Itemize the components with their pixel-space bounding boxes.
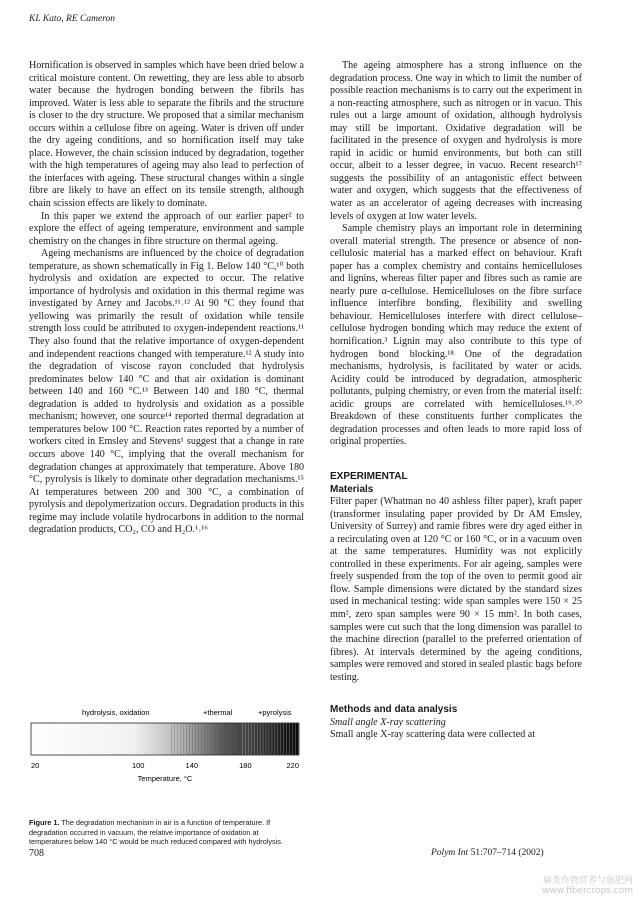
tick-label: 180	[239, 761, 252, 770]
right-column	[330, 60, 582, 742]
tick-label: 100	[131, 761, 145, 770]
region-label: hydrolysis, oxidation	[82, 708, 150, 717]
gradient-bar	[31, 723, 299, 755]
running-head: KL Kato, RE Cameron	[29, 14, 116, 24]
citation-text: 51:707–714 (2002)	[470, 848, 544, 858]
axis-label: Temperature, °C	[137, 774, 193, 783]
tick-label: 220	[286, 761, 299, 770]
left-column	[29, 60, 304, 537]
paragraph: Hornification is observed in samples which have been dried below a critical moisture content. On rewetting, they are less able to absorb water because the hydrogen bonding between the fibrils has improved. Water is less able to separate the fibrils and the structure is closer to the dry structure. We proposed that a similar mechanism occurs within a cellulose fibre on ageing. Water is driven off under the dry ageing conditions, and so hornification itself may take place. However, the chain scission induced by degradation, together with the high temperatures of ageing may also lead to perfection of the interfaces with ageing. These structural changes within a single fibre are likely to have an effect on its tensile strength, although chain scission effects are likely to dominate.	[29, 60, 304, 210]
paragraph: In this paper we extend the approach of our earlier paper² to explore the effect of ageing temperature, environment and sample chemistry on the changes in fibre structure on thermal ageing.	[29, 210, 304, 247]
caption-text: The degradation mechanism in air is a function of temperature. If degradation occurred in vacuum, the relative importance of oxidation at temperatures below 140 °C would be much reduced compared with hydrolysis.	[29, 818, 283, 846]
paragraph: Small angle X-ray scattering data were collected at	[330, 729, 536, 741]
region-label: +pyrolysis	[258, 708, 292, 717]
subsection-heading: Materials	[330, 483, 374, 495]
paragraph: Ageing mechanisms are influenced by the choice of degradation temperature, as shown schematically in Fig 1. Below 140 °C,¹⁰ both hydrolysis and oxidation are expected to occur. The relative importance of hydrolysis and oxidation in this thermal regime was investigated by Arney and Jacobs.¹¹˒¹² At 90 °C they found that yellowing was primarily the result of oxidation while tensile strength loss could be attributed to oxygen-independent reactions.¹¹ They also found that the relative importance of oxygen-dependent and independent reactions changed with temperature.¹² A study into the degradation of viscose rayon concluded that hydrolysis predominates below 140 °C and that air oxidation is dominant between 140 and 160 °C.¹³ Between 140 and 180 °C, thermal degradation is added to hydrolysis and oxidation as a possible mechanism; however, one source¹⁴ reported thermal degradation at temperatures below 100 °C. Reaction rates reported by a number of workers cited in Emsley and Stevens¹ suggest that a change in rate occurs above 140 °C, implying that the overall mechanism for degradation changes at approximately that temperature. Above 180 °C, pyrolysis is likely to dominate other degradation mechanisms.¹⁵ At temperatures between 200 and 300 °C, a combination of pyrolysis and depolymerization occurs. Degradation products in this regime may include volatile hydrocarbons in addition to the normal degradation products, CO₂, CO and H₂O.¹˒¹⁶	[29, 248, 304, 536]
figure-caption	[29, 818, 297, 847]
paragraph: Sample chemistry plays an important role in determining overall material strength. The presence or absence of non-cellulosic material has a marked effect on behaviour. Kraft paper has a complex chemistry and contains hemicelluloses and lignins, whereas filter paper and fibres such as ramie are nearly pure α-cellulose. Hemicelluloses on the fibre surface influence interfibre bonding, flexibility and swelling behaviour. Hemicelluloses interfere with direct cellulose–cellulose hydrogen bonding which may reduce the extent of hornification.³ Lignin may also contribute to this type of hydrogen bond blocking.¹⁸ One of the degradation mechanisms, hydrolysis, is facilitated by water or acids. Acidity could be introduced by degradation, atmospheric pollutants, pulping chemistry, or even from the material itself: acidic groups are correlated with hemicelluloses.¹⁹˒²⁰ Breakdown of these constituents further complicates the degradation processes and often leads to more rapid loss of original properties.	[330, 223, 582, 448]
paragraph: The ageing atmosphere has a strong influence on the degradation process. One way in which to limit the number of possible reaction mechanisms is to carry out the experiment in a non-reacting atmosphere, such as nitrogen or in vacuo. This rules out a large amount of oxidation, although hydrolysis may still be important. Oxidative degradation will be facilitated in the presence of oxygen and hydrolysis is more rapid in acidic or humid environments, but both can still occur, albeit to a lesser degree, in vacuo. Recent research¹⁷ suggests the possibility of an antagonistic effect between water and oxygen, which suggests that the effectiveness of water as an accelerator of ageing decreases with increasing levels of oxygen at low water levels.	[330, 60, 582, 222]
caption-label: Figure 1.	[29, 818, 60, 827]
tick-label: 20	[31, 761, 40, 770]
watermark-line: www.fibercrops.com	[542, 886, 633, 896]
page-number: 708	[29, 848, 44, 859]
watermark	[505, 876, 633, 896]
tick-label: 140	[185, 761, 199, 770]
section-heading: EXPERIMENTAL	[330, 470, 408, 482]
paragraph: Filter paper (Whatman no 40 ashless filter paper), kraft paper (transformer insulating paper provided by Dr AM Emsley, University of Surrey) and ramie fibres were dry aged either in a recirculating oven at 120 °C or 160 °C, or in a vacuum oven at the same temperatures. Humidity was not explicitly controlled in these experiments. For air ageing, samples were freely suspended from the top of the oven to permit good air flow. Sample dimensions were dictated by the standard sizes used in mechanical testing: wide span samples were 150 × 25 mm², zero span samples were 90 × 15 mm². In both cases, samples were cut such that the long dimension was parallel to the machine direction (parallel to the preferred orientation of fibres). At intervals determined by the ageing conditions, samples were removed and stored in sealed plastic bags before testing.	[330, 496, 582, 683]
region-label: +thermal	[203, 708, 233, 717]
watermark-line: 麻类作物营养与施肥网	[542, 876, 633, 886]
subsubsection-heading: Small angle X-ray scattering	[330, 716, 446, 728]
subsection-heading: Methods and data analysis	[330, 704, 458, 716]
journal-name: Polym Int	[431, 848, 469, 858]
journal-citation	[431, 848, 544, 858]
figure-chart	[29, 702, 304, 817]
axis-ticks	[31, 761, 299, 770]
